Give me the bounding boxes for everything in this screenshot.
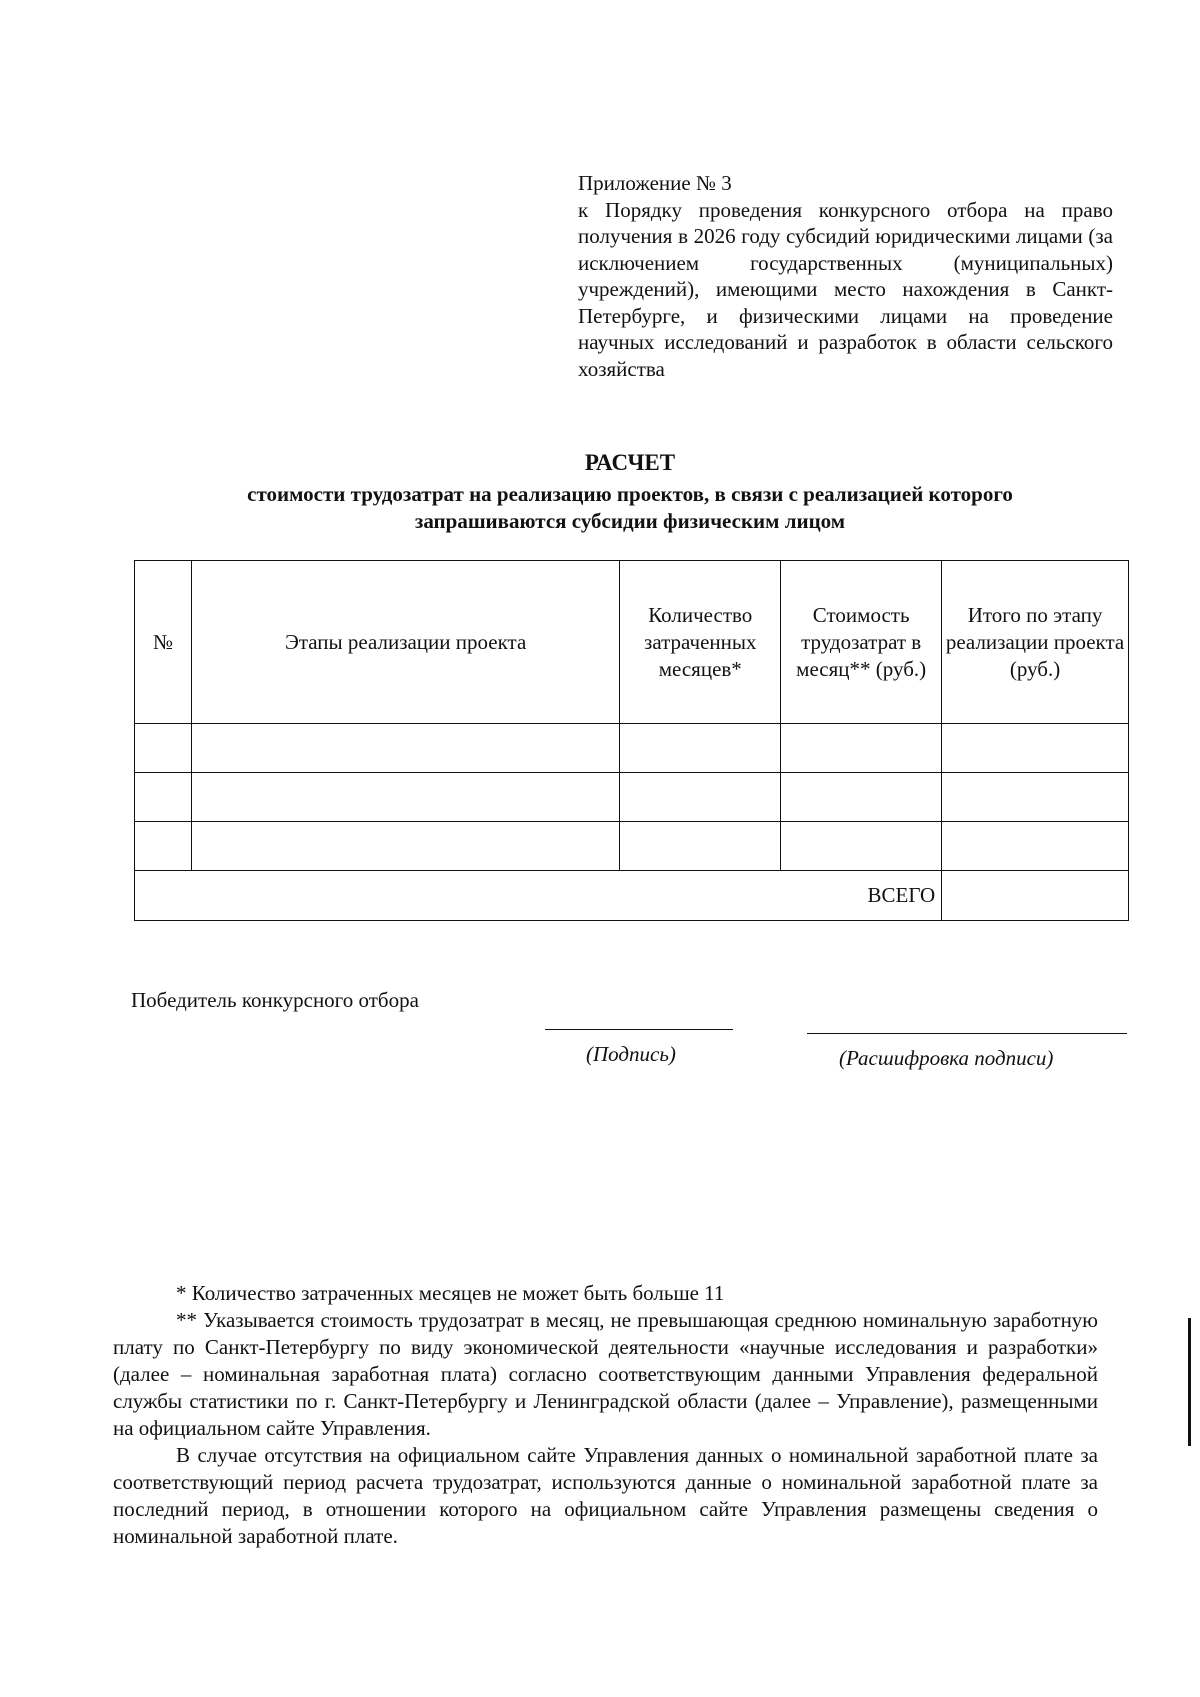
row-cost-cell[interactable] bbox=[781, 724, 942, 773]
row-num-cell[interactable] bbox=[135, 773, 192, 822]
header-stage: Этапы реализации проекта bbox=[191, 561, 619, 724]
row-total-cell[interactable] bbox=[942, 773, 1129, 822]
row-num-cell[interactable] bbox=[135, 822, 192, 871]
footnote-1: * Количество затраченных месяцев не может быть больше 11 bbox=[176, 1281, 725, 1305]
calculation-table-wrapper bbox=[134, 560, 1129, 921]
total-label: ВСЕГО bbox=[135, 871, 942, 921]
row-cost-cell[interactable] bbox=[781, 773, 942, 822]
appendix-text: к Порядку проведения конкурсного отбора на право получения в 2026 году субсидий юридическими лицами (за исключением государственных (муниципальных) учреждений), имеющими место нахождения в Санкт-Петербурге, и физическими лицами на проведение научных исследований и разработок в области сельского хозяйства bbox=[578, 197, 1113, 381]
decoding-caption: (Расшифровка подписи) bbox=[839, 1046, 1054, 1070]
table-row bbox=[135, 822, 1129, 871]
margin-scan-mark bbox=[1188, 1318, 1191, 1446]
header-cost: Стоимость трудозатрат в месяц** (руб.) bbox=[781, 561, 942, 724]
total-value-cell[interactable] bbox=[942, 871, 1129, 921]
row-months-cell[interactable] bbox=[620, 822, 781, 871]
footnotes bbox=[113, 1280, 1098, 1550]
appendix-block bbox=[578, 170, 1113, 382]
table-row bbox=[135, 724, 1129, 773]
document-subtitle-line1: стоимости трудозатрат на реализацию проектов, в связи с реализацией которого bbox=[247, 482, 1013, 506]
table-total-row bbox=[135, 871, 1129, 921]
row-cost-cell[interactable] bbox=[781, 822, 942, 871]
footnote-2: ** Указывается стоимость трудозатрат в месяц, не превышающая среднюю номинальную заработную плату по Санкт-Петербургу по виду экономической деятельности «научные исследования и разработки» (далее – номинальная заработная плата) согласно соответствующим данными Управления федеральной службы статистики по г. Санкт-Петербургу и Ленинградской области (далее – Управление), размещенными на официальном сайте Управления. bbox=[113, 1308, 1098, 1440]
calculation-table bbox=[134, 560, 1129, 921]
row-stage-cell[interactable] bbox=[191, 822, 619, 871]
row-stage-cell[interactable] bbox=[191, 724, 619, 773]
header-num: № bbox=[135, 561, 192, 724]
footnote-3: В случае отсутствия на официальном сайте Управления данных о номинальной заработной плате за соответствующий период расчета трудозатрат, используются данные о номинальной заработной плате за последний период, в отношении которого на официальном сайте Управления размещены сведения о номинальной заработной плате. bbox=[113, 1443, 1098, 1548]
document-subtitle bbox=[130, 481, 1130, 535]
document-title: РАСЧЕТ bbox=[584, 450, 676, 475]
table-header-row bbox=[135, 561, 1129, 724]
table-row bbox=[135, 773, 1129, 822]
row-total-cell[interactable] bbox=[942, 822, 1129, 871]
header-total: Итого по этапу реализации проекта (руб.) bbox=[942, 561, 1129, 724]
signature-line[interactable] bbox=[545, 1029, 733, 1030]
row-months-cell[interactable] bbox=[620, 724, 781, 773]
header-months: Количество затраченных месяцев* bbox=[620, 561, 781, 724]
signature-caption: (Подпись) bbox=[586, 1042, 676, 1066]
document-subtitle-line2: запрашиваются субсидии физическим лицом bbox=[414, 509, 846, 533]
signature-decoding-line[interactable] bbox=[807, 1033, 1127, 1034]
row-months-cell[interactable] bbox=[620, 773, 781, 822]
appendix-title: Приложение № 3 bbox=[578, 171, 732, 195]
row-stage-cell[interactable] bbox=[191, 773, 619, 822]
row-total-cell[interactable] bbox=[942, 724, 1129, 773]
winner-label: Победитель конкурсного отбора bbox=[131, 988, 419, 1012]
row-num-cell[interactable] bbox=[135, 724, 192, 773]
